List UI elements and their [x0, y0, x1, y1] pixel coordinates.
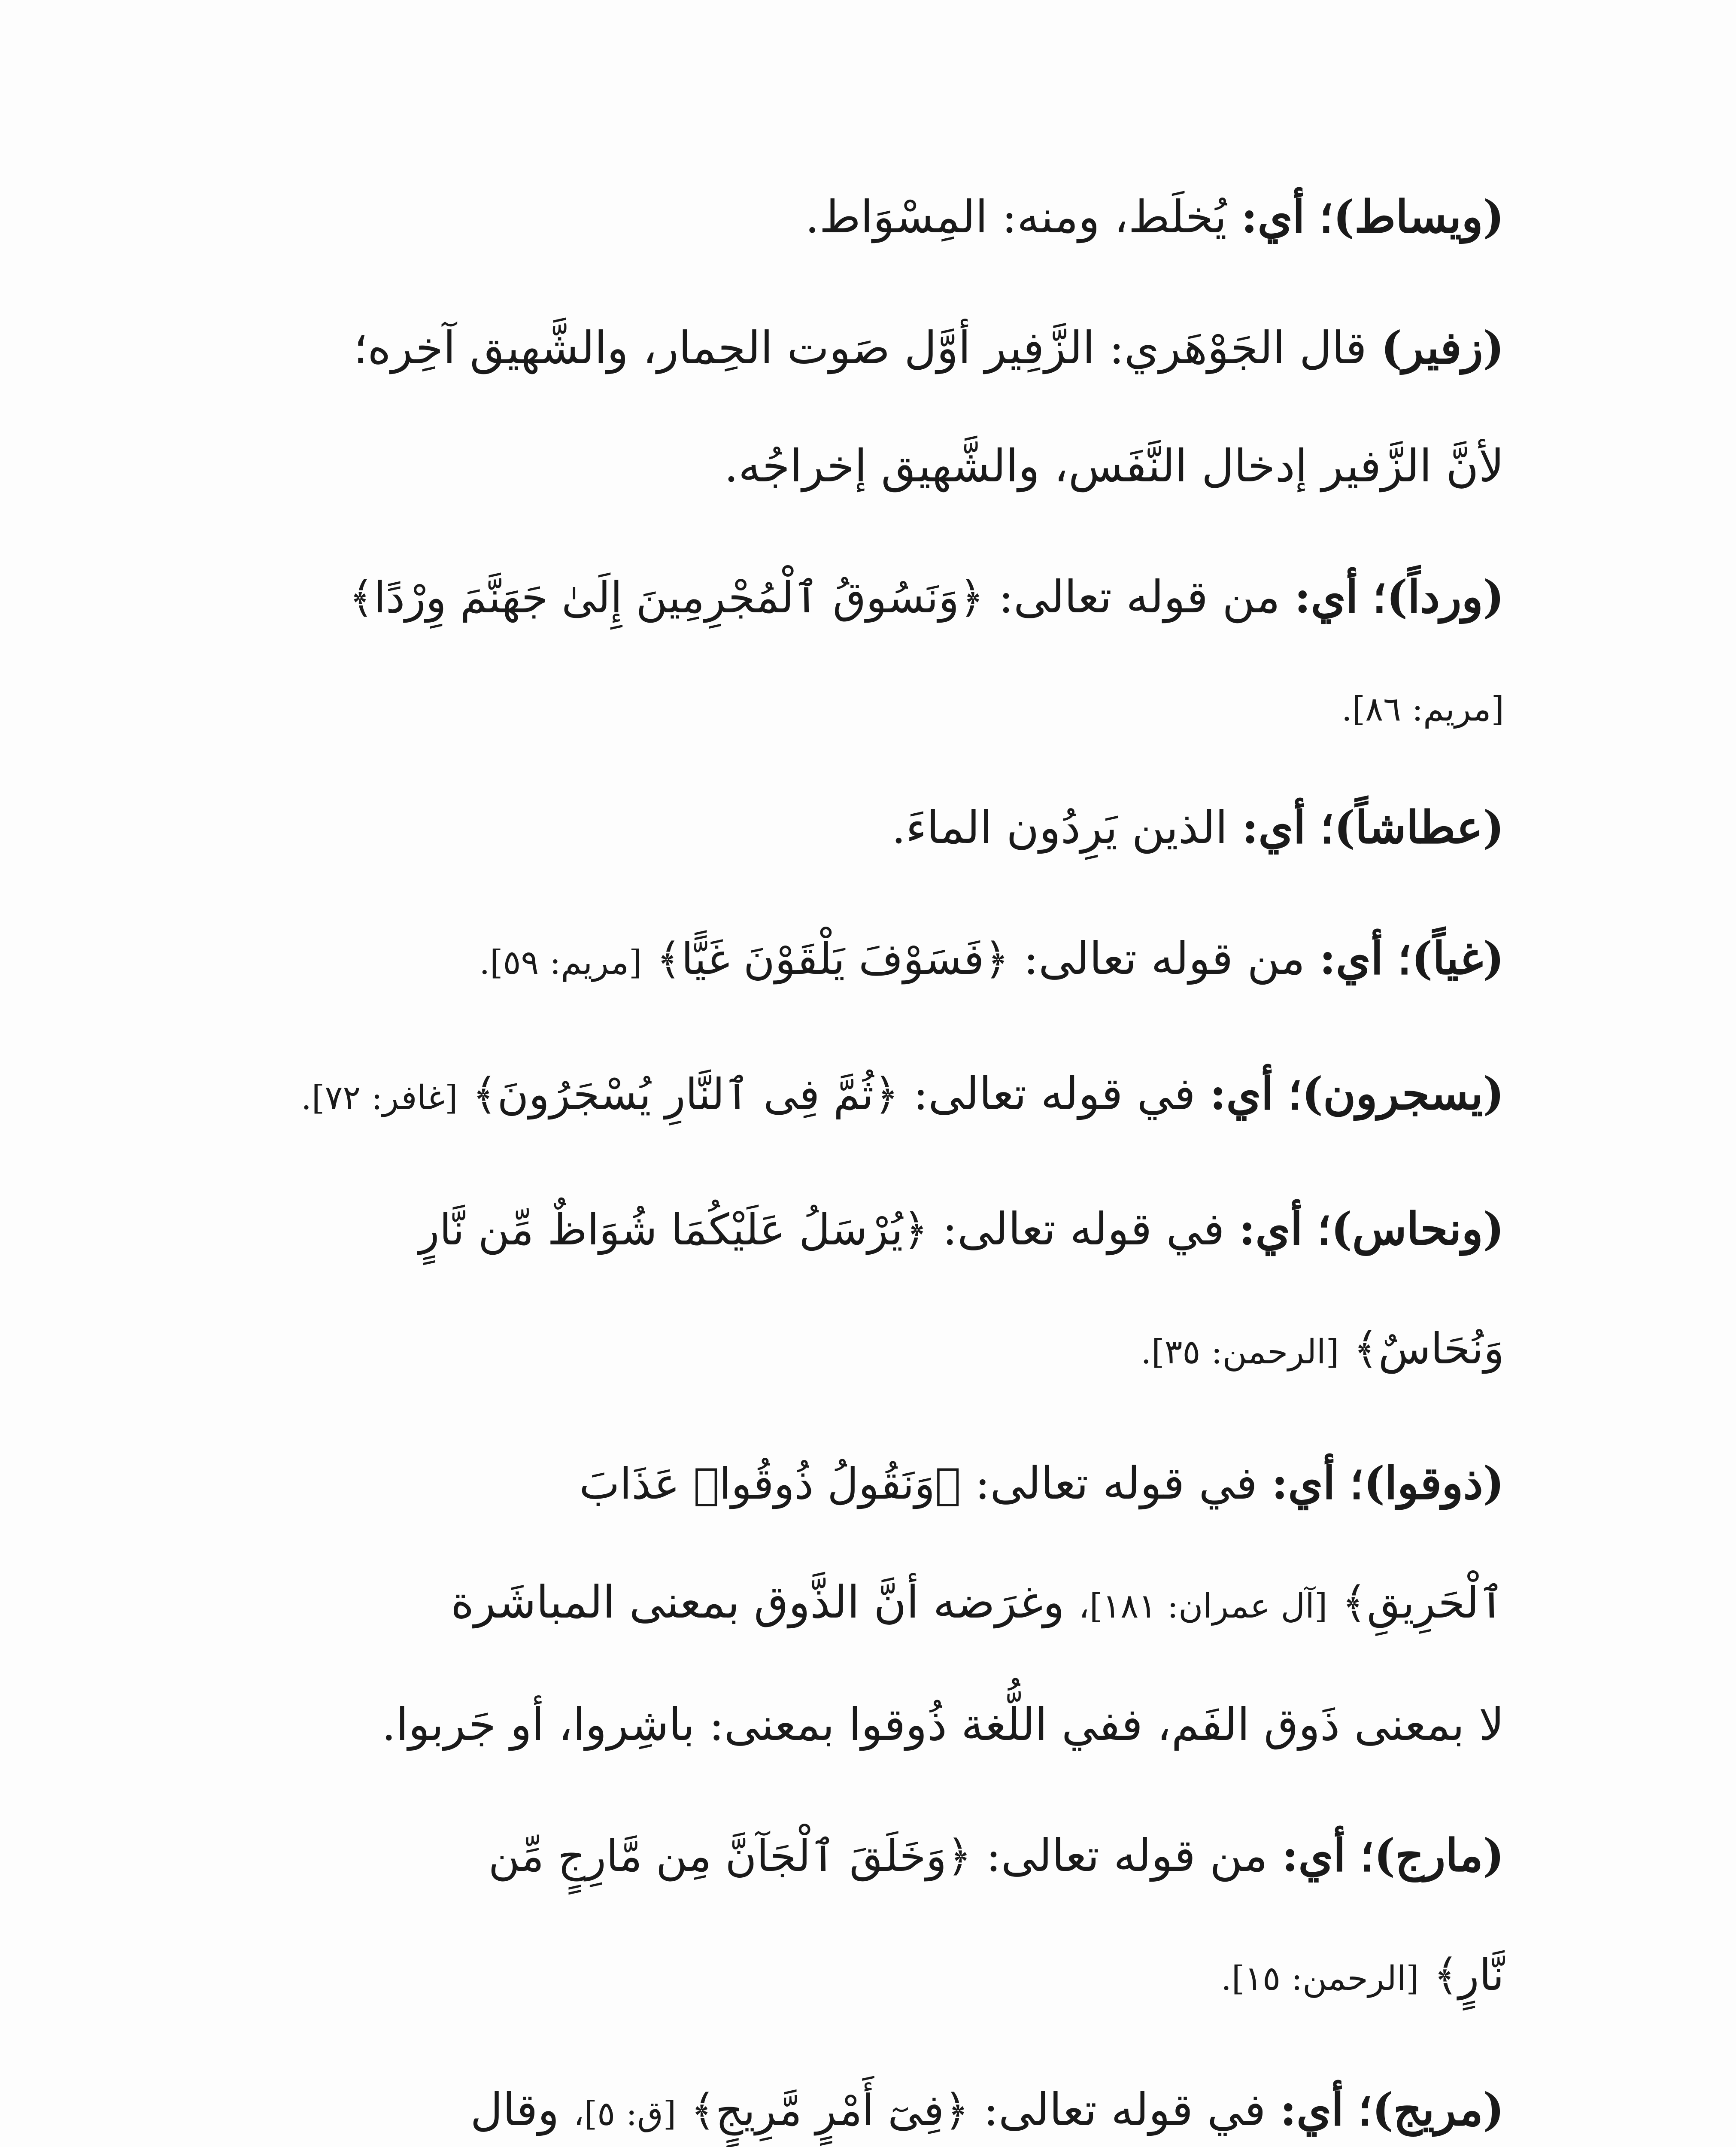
verse-reference: [غافر: ٧٢]. — [301, 1079, 458, 1117]
quran-verse: ﴿وَنَقُولُ ذُوقُوا۟ عَذَابَ — [579, 1459, 961, 1509]
line-10 — [215, 1316, 1504, 1384]
term: (مارج)؛ — [1360, 1829, 1504, 1882]
line-text: لا بمعنى ذَوق الفَم، ففي اللُّغة ذُوقوا بمعنى: باشِروا، أو جَربوا. — [382, 1698, 1504, 1751]
term: (ورداً)؛ — [1372, 570, 1504, 623]
verse-reference: [مريم: ٨٦]. — [1341, 690, 1504, 729]
verse-reference: [مريم: ٥٩]. — [479, 943, 642, 982]
line-11 — [215, 1451, 1504, 1516]
term: (مريج)؛ — [1358, 2083, 1504, 2136]
quran-verse: ﴿فَسَوْفَ يَلْقَوْنَ غَيًّا﴾ — [656, 934, 1010, 984]
ay-marker: أي: — [1319, 932, 1383, 985]
line-15 — [215, 1942, 1504, 2011]
line-text: في قوله تعالى: — [975, 1457, 1257, 1509]
verse-reference: [الرحمن: ١٥]. — [1221, 1959, 1419, 1998]
term: (غياً)؛ — [1397, 932, 1504, 985]
verse-reference: [الرحمن: ٣٥]. — [1141, 1333, 1339, 1372]
line-text: قال الجَوْهَري: الزَّفِير أوَّل صَوت الحِمار، والشَّهيق آخِره؛ — [353, 322, 1367, 374]
term: (يسجرون)؛ — [1287, 1067, 1504, 1120]
quran-verse: ﴿ثُمَّ فِى ٱلنَّارِ يُسْجَرُونَ﴾ — [472, 1069, 899, 1119]
quran-verse: ٱلْحَرِيقِ﴾ — [1341, 1578, 1504, 1628]
body-text — [215, 185, 1504, 2147]
term: (ويساط)؛ — [1319, 190, 1504, 243]
quran-verse: نَّارٍ﴾ — [1433, 1950, 1504, 2000]
line-9 — [215, 1197, 1504, 1262]
ay-marker: أي: — [1209, 1067, 1274, 1120]
ay-marker: أي: — [1294, 570, 1358, 623]
line-text: من قوله تعالى: — [1023, 932, 1305, 985]
line-text: في قوله تعالى: — [913, 1067, 1196, 1120]
line-7 — [215, 926, 1504, 995]
term: (ذوقوا)؛ — [1349, 1457, 1504, 1509]
ay-marker: أي: — [1282, 1829, 1346, 1882]
line-text: في قوله تعالى: — [942, 1203, 1225, 1255]
line-3 — [215, 434, 1504, 498]
verse-reference: [ق: ٥]، — [573, 2095, 677, 2133]
line-text: وقال — [470, 2083, 559, 2136]
line-text: من قوله تعالى: — [998, 571, 1281, 623]
term: (زفير) — [1381, 321, 1504, 374]
ay-marker: أي: — [1241, 190, 1305, 243]
quran-verse: ﴿فِىٓ أَمْرٍ مَّرِيجٍ﴾ — [690, 2085, 969, 2135]
verse-reference: [آل عمران: ١٨١]، — [1078, 1587, 1328, 1626]
quran-verse: ﴿يُرْسَلُ عَلَيْكُمَا شُوَاظٌ مِّن نَّارٍ — [419, 1204, 929, 1255]
line-2 — [215, 316, 1504, 380]
ay-marker: أي: — [1238, 1202, 1303, 1255]
ay-marker: أي: — [1271, 1457, 1335, 1509]
term: (عطاشاً)؛ — [1320, 801, 1504, 854]
line-text: وغرَضه أنَّ الذَّوق بمعنى المباشَرة — [450, 1576, 1065, 1628]
line-4 — [215, 565, 1504, 630]
ay-marker: أي: — [1280, 2083, 1344, 2136]
line-text: الذين يَرِدُون الماءَ. — [891, 801, 1228, 854]
term: (ونحاس)؛ — [1317, 1202, 1504, 1255]
line-12 — [215, 1570, 1504, 1639]
line-16 — [215, 2077, 1504, 2146]
ay-marker: أي: — [1241, 801, 1306, 854]
line-text: لأنَّ الزَّفير إدخال النَّفَس، والشَّهيق إخراجُه. — [724, 440, 1504, 492]
line-5 — [215, 684, 1504, 735]
line-text: من قوله تعالى: — [986, 1829, 1268, 1882]
line-text: يُخلَط، ومنه: المِسْوَاط. — [805, 191, 1227, 243]
quran-verse: وَنُحَاسٌ﴾ — [1353, 1323, 1504, 1374]
line-8 — [215, 1061, 1504, 1130]
line-text: في قوله تعالى: — [983, 2083, 1266, 2136]
quran-verse: ﴿وَنَسُوقُ ٱلْمُجْرِمِينَ إِلَىٰ جَهَنَّمَ وِرْدًا﴾ — [349, 572, 984, 623]
line-6 — [215, 795, 1504, 860]
line-13 — [215, 1692, 1504, 1757]
quran-verse: ﴿وَخَلَقَ ٱلْجَآنَّ مِن مَّارِجٍ مِّن — [488, 1831, 972, 1881]
line-1 — [215, 185, 1504, 249]
line-14 — [215, 1823, 1504, 1889]
